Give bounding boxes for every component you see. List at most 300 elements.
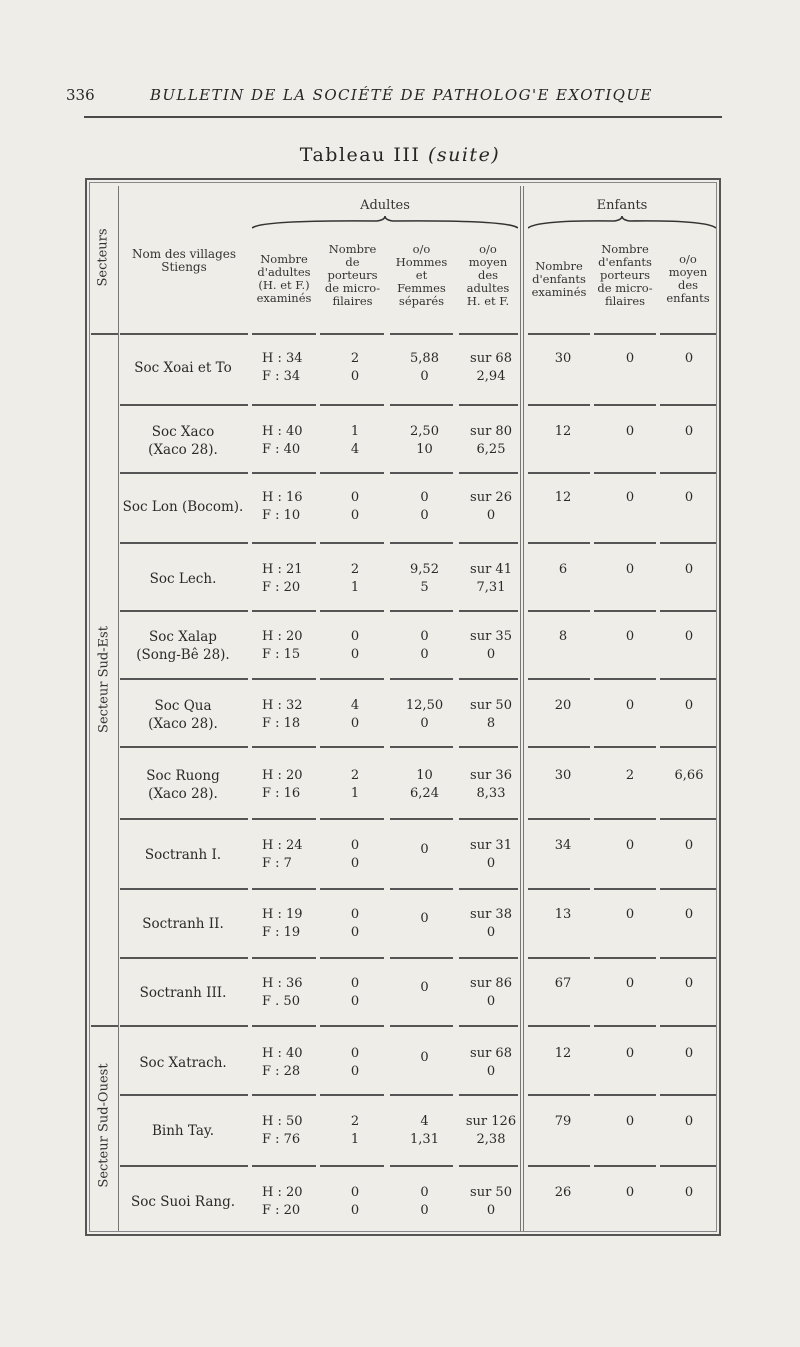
row-separator: [528, 746, 590, 748]
header-line: d'enfants: [532, 272, 586, 286]
child-carriers-value: 0: [625, 490, 635, 505]
row-separator: [528, 818, 590, 820]
adult-carriers-value: [318, 837, 392, 873]
header-line: de micro-: [324, 281, 381, 295]
row-separator: [120, 678, 248, 680]
adult-carriers-value-line: 2: [350, 351, 360, 366]
children-examined-value: 67: [554, 976, 572, 991]
adults-examined-value: [262, 906, 316, 942]
row-separator: [528, 472, 590, 474]
village-name: [118, 628, 248, 664]
row-separator: [120, 472, 248, 474]
children-examined-value: 30: [554, 768, 572, 783]
village-line: Soc Lech.: [149, 571, 217, 587]
row-separator: [120, 542, 248, 544]
child-carriers-value: 0: [625, 838, 635, 853]
women-count: F : 76: [262, 1132, 301, 1147]
row-separator: [120, 610, 248, 612]
row-separator: [120, 888, 248, 890]
child-carriers-value: 0: [625, 351, 635, 366]
row-separator: [594, 404, 656, 406]
pct-mean-value-line: sur 38: [470, 907, 512, 922]
row-separator: [459, 542, 518, 544]
adult-carriers-value: [318, 423, 392, 459]
header-line: enfants: [666, 291, 710, 305]
pct-mean-value-line: sur 36: [470, 768, 512, 783]
pct-separated-value-line: 0: [420, 911, 429, 926]
pct-separated-value-line: 10: [416, 442, 433, 457]
row-separator: [252, 333, 316, 335]
caption-label: Tableau III: [299, 144, 421, 166]
pct-separated-value-line: 0: [420, 629, 429, 644]
adult-carriers-value-line: 2: [350, 1114, 360, 1129]
adults-examined-value: [262, 837, 316, 873]
row-separator: [660, 957, 716, 959]
row-separator: [528, 1025, 590, 1027]
child-carriers-value: 0: [625, 629, 635, 644]
header-line: des: [677, 278, 699, 292]
village-name: [118, 984, 248, 1002]
header-line: H. et F.: [466, 294, 510, 308]
header-line: moyen: [668, 265, 708, 279]
children-examined-value: 79: [554, 1114, 572, 1129]
header-line: Nombre: [260, 252, 308, 266]
village-name: [118, 915, 248, 933]
row-separator: [459, 610, 518, 612]
adult-carriers-value: [318, 1184, 392, 1220]
row-separator: [390, 610, 453, 612]
row-separator: [660, 472, 716, 474]
row-separator: [594, 1165, 656, 1167]
pct-separated-value-line: 0: [420, 980, 429, 995]
men-count: H : 50: [262, 1114, 303, 1129]
adults-brace: [252, 216, 518, 230]
row-separator: [320, 818, 384, 820]
row-separator: [320, 746, 384, 748]
adult-carriers-value-line: 0: [350, 490, 360, 505]
village-name: [118, 498, 248, 516]
adult-carriers-value-line: 4: [350, 442, 360, 457]
child-carriers-value: 0: [625, 1046, 635, 1061]
adult-carriers-value-line: 1: [350, 580, 360, 595]
row-separator: [252, 610, 316, 612]
women-count: F : 34: [262, 369, 301, 384]
row-separator: [594, 1025, 656, 1027]
women-count: F . 50: [262, 994, 300, 1009]
pct-mean-value-line: sur 86: [470, 976, 512, 991]
village-name: [118, 1054, 248, 1072]
pct-separated-value-line: 9,52: [410, 562, 439, 577]
header-line: Nom des villages: [131, 247, 237, 261]
village-name: [118, 1122, 248, 1140]
row-separator: [594, 818, 656, 820]
village-line: Binh Tay.: [151, 1123, 215, 1139]
row-separator: [120, 746, 248, 748]
adult-carriers-value-line: 0: [350, 925, 360, 940]
adults-examined-value: [262, 489, 316, 525]
women-count: F : 28: [262, 1064, 301, 1079]
running-title: BULLETIN DE LA SOCIÉTÉ DE PATHOLOG'E EXOTIQUE: [150, 86, 653, 104]
village-line: Soc Xoai et To: [134, 360, 232, 376]
adult-carriers-value-line: 0: [350, 907, 360, 922]
pct-mean-value-line: 8,33: [476, 786, 506, 801]
table-caption: [0, 144, 800, 166]
sector-sud-est-label: Secteur Sud-Est: [96, 626, 112, 733]
adult-carriers-value: [318, 561, 392, 597]
row-separator: [390, 818, 453, 820]
sectors-header: Secteurs: [95, 228, 111, 287]
pct-mean-value-line: sur 35: [470, 629, 512, 644]
pct-mean-value-line: 0: [486, 925, 496, 940]
row-separator: [594, 610, 656, 612]
adult-carriers-value-line: 2: [350, 562, 360, 577]
header-line: Nombre: [328, 242, 377, 256]
adult-carriers-value-line: 0: [350, 369, 360, 384]
row-separator: [459, 888, 518, 890]
row-separator: [594, 542, 656, 544]
row-separator: [660, 1025, 716, 1027]
adult-carriers-value-line: 0: [350, 994, 360, 1009]
adult-carriers-value-line: 0: [350, 647, 360, 662]
pct-separated-value: [387, 979, 462, 997]
pct-separated-value-line: 2,50: [410, 424, 439, 439]
child-carriers-value: 0: [625, 698, 635, 713]
pct-separated-value-line: 0: [420, 716, 429, 731]
adults-examined-value: [262, 1184, 316, 1220]
adult-carriers-value-line: 0: [350, 716, 360, 731]
children-examined-value: 20: [554, 698, 572, 713]
adults-examined-value: [262, 423, 316, 459]
header-line: des: [477, 268, 499, 282]
header-line: séparés: [398, 294, 445, 308]
pct-mean-value-line: 8: [486, 716, 496, 731]
row-separator: [528, 404, 590, 406]
village-header: [118, 248, 250, 274]
pct-separated-value-line: 5: [420, 580, 429, 595]
header-line: (H. et F.): [258, 278, 310, 292]
village-line: (Xaco 28).: [148, 442, 218, 458]
pct-mean-value-line: sur 126: [465, 1114, 517, 1129]
pct-separated-value-line: 12,50: [405, 698, 444, 713]
adult-carriers-value-line: 0: [350, 629, 360, 644]
header-line: de: [345, 255, 360, 269]
pct-children-value: 6,66: [674, 768, 704, 783]
pct-mean-value: [456, 1113, 526, 1149]
child-carriers-value: 0: [625, 562, 635, 577]
pct-children-value: 0: [684, 1114, 694, 1129]
header-line: Hommes: [395, 255, 448, 269]
pct-separated-value-line: 6,24: [410, 786, 439, 801]
pct-mean-value: [456, 350, 526, 386]
children-examined-value: 30: [554, 351, 572, 366]
men-count: H : 21: [262, 562, 303, 577]
adults-examined-value: [262, 767, 316, 803]
pct-mean-value-line: sur 80: [470, 424, 512, 439]
header-line: d'enfants: [598, 255, 652, 269]
row-separator: [252, 678, 316, 680]
adults-examined-value: [262, 350, 316, 386]
row-separator: [320, 678, 384, 680]
children-examined-value: 6: [558, 562, 568, 577]
row-separator: [120, 1025, 248, 1027]
women-count: F : 16: [262, 786, 301, 801]
child-carriers-value: 2: [625, 768, 635, 783]
row-separator: [660, 746, 716, 748]
row-separator: [320, 472, 384, 474]
header-line: Nombre: [601, 242, 649, 256]
row-separator: [528, 542, 590, 544]
pct-mean-value-line: sur 26: [470, 490, 512, 505]
pct-mean-value-line: sur 31: [470, 838, 512, 853]
village-line: Soctranh II.: [142, 916, 224, 932]
village-name: [118, 570, 248, 588]
adults-examined-value: [262, 628, 316, 664]
children-examined-value: 12: [554, 1046, 572, 1061]
pct-separated-value-line: 4: [420, 1114, 429, 1129]
child-carriers-value: 0: [625, 1114, 635, 1129]
pct-mean-value-line: 7,31: [476, 580, 506, 595]
men-count: H : 20: [262, 629, 303, 644]
pct-mean-value-line: 6,25: [476, 442, 506, 457]
pct-mean-value: [456, 423, 526, 459]
pct-separated-value-line: 0: [420, 1203, 429, 1218]
header-line: adultes: [466, 281, 510, 295]
village-line: Soc Qua: [154, 698, 212, 714]
pct-mean-value-line: 0: [486, 647, 496, 662]
pct-separated-value: [387, 628, 462, 664]
child-carriers-value: 0: [625, 907, 635, 922]
pct-separated-value-line: 0: [420, 1185, 429, 1200]
adults-examined-value: [262, 697, 316, 733]
men-count: H : 32: [262, 698, 303, 713]
pct-mean-value: [456, 561, 526, 597]
village-line: (Xaco 28).: [148, 786, 218, 802]
row-separator: [594, 888, 656, 890]
pct-separated-value-line: 0: [420, 647, 429, 662]
adult-carriers-value-line: 0: [350, 1046, 360, 1061]
row-separator: [594, 1094, 656, 1096]
row-separator: [390, 404, 453, 406]
row-separator: [528, 678, 590, 680]
pct-mean-value-line: 2,38: [476, 1132, 506, 1147]
men-count: H : 20: [262, 1185, 303, 1200]
adult-carriers-value-line: 0: [350, 1185, 360, 1200]
row-separator: [252, 404, 316, 406]
pct-children-header: [658, 253, 718, 305]
row-separator: [252, 888, 316, 890]
adult-carriers-value-line: 0: [350, 508, 360, 523]
village-name: [118, 697, 248, 733]
adult-carriers-value-line: 0: [350, 976, 360, 991]
adult-carriers-value: [318, 906, 392, 942]
pct-separated-value-line: 0: [420, 369, 429, 384]
village-name: [118, 1193, 248, 1211]
pct-separated-value: [387, 423, 462, 459]
row-separator: [252, 1025, 316, 1027]
header-line: de micro-: [597, 281, 653, 295]
pct-mean-header: [456, 243, 520, 308]
sector-separator: [91, 1025, 118, 1027]
row-separator: [252, 1165, 316, 1167]
row-separator: [120, 957, 248, 959]
village-line: Soc Xatrach.: [139, 1055, 227, 1071]
row-separator: [528, 957, 590, 959]
row-separator: [390, 1025, 453, 1027]
adults-examined-value: [262, 561, 316, 597]
children-examined-value: 12: [554, 490, 572, 505]
page-header: [66, 86, 721, 110]
row-separator: [459, 1165, 518, 1167]
row-separator: [320, 888, 384, 890]
adult-carriers-value: [318, 975, 392, 1011]
children-examined-value: 26: [554, 1185, 572, 1200]
pct-children-value: 0: [684, 490, 694, 505]
pct-children-value: 0: [684, 424, 694, 439]
pct-separated-value: [387, 1049, 462, 1067]
adults-examined-value: [262, 1113, 316, 1149]
adult-carriers-value: [318, 697, 392, 733]
pct-separated-value: [387, 489, 462, 525]
adult-carriers-value-line: 4: [350, 698, 360, 713]
row-separator: [120, 1165, 248, 1167]
children-group-label: Enfants: [596, 198, 648, 213]
row-separator: [390, 542, 453, 544]
pct-separated-value: [387, 561, 462, 597]
pct-mean-value: [456, 628, 526, 664]
adult-carriers-value-line: 1: [350, 786, 360, 801]
row-separator: [252, 542, 316, 544]
header-line: filaires: [604, 294, 646, 308]
adult-carriers-value-line: 0: [350, 856, 360, 871]
women-count: F : 19: [262, 925, 301, 940]
village-name: [118, 359, 248, 377]
header-line: filaires: [332, 294, 373, 308]
children-examined-value: 8: [558, 629, 568, 644]
pct-children-value: 0: [684, 351, 694, 366]
row-separator: [252, 746, 316, 748]
village-name: [118, 846, 248, 864]
row-separator: [459, 678, 518, 680]
adult-carriers-value-line: 0: [350, 838, 360, 853]
pct-mean-value: [456, 697, 526, 733]
pct-children-value: 0: [684, 698, 694, 713]
header-line: o/o: [679, 252, 697, 266]
adult-carriers-value: [318, 628, 392, 664]
row-separator: [320, 542, 384, 544]
row-separator: [320, 1094, 384, 1096]
header-line: porteurs: [327, 268, 378, 282]
child-carriers-value: 0: [625, 1185, 635, 1200]
pct-separated-value-line: 0: [420, 842, 429, 857]
row-separator: [594, 472, 656, 474]
header-rule: [84, 116, 722, 118]
pct-mean-value-line: sur 50: [470, 698, 512, 713]
adult-carriers-value-line: 1: [350, 1132, 360, 1147]
adult-carriers-value: [318, 1113, 392, 1149]
pct-separated-value-line: 0: [420, 1050, 429, 1065]
row-separator: [459, 404, 518, 406]
village-name: [118, 767, 248, 803]
row-separator: [252, 472, 316, 474]
row-separator: [660, 610, 716, 612]
row-separator: [528, 610, 590, 612]
row-separator: [390, 1165, 453, 1167]
sector-sud-ouest-label: Secteur Sud-Ouest: [96, 1063, 112, 1188]
village-line: Soctranh I.: [144, 847, 222, 863]
men-count: H : 40: [262, 1046, 303, 1061]
pct-mean-value-line: 2,94: [476, 369, 506, 384]
adult-carriers-value-line: 0: [350, 1203, 360, 1218]
header-line: examinés: [256, 291, 312, 305]
row-separator: [660, 818, 716, 820]
pct-separated-value-line: 10: [416, 768, 433, 783]
adult-carriers-value-line: 1: [350, 424, 360, 439]
header-line: moyen: [468, 255, 508, 269]
row-separator: [252, 957, 316, 959]
child-carriers-value: 0: [625, 424, 635, 439]
pct-mean-value-line: 0: [486, 856, 496, 871]
header-line: Stiengs: [161, 260, 207, 274]
caption-suffix: (suite): [427, 144, 501, 166]
pct-children-value: 0: [684, 1185, 694, 1200]
row-separator: [252, 1094, 316, 1096]
pct-mean-value-line: 0: [486, 1203, 496, 1218]
village-line: Soc Xalap: [149, 629, 217, 645]
header-line: o/o: [412, 242, 431, 256]
row-separator: [390, 957, 453, 959]
pct-separated-value-line: 1,31: [410, 1132, 439, 1147]
village-line: Soc Xaco: [151, 424, 215, 440]
pct-children-value: 0: [684, 907, 694, 922]
pct-children-value: 0: [684, 562, 694, 577]
pct-mean-value-line: sur 50: [470, 1185, 512, 1200]
child-carriers-value: 0: [625, 976, 635, 991]
row-separator: [120, 818, 248, 820]
village-name: [118, 423, 248, 459]
men-count: H : 19: [262, 907, 303, 922]
header-line: porteurs: [599, 268, 650, 282]
pct-mean-value: [456, 906, 526, 942]
village-line: (Song-Bê 28).: [136, 647, 230, 663]
pct-mean-value-line: sur 41: [470, 562, 512, 577]
men-count: H : 20: [262, 768, 303, 783]
row-separator: [528, 888, 590, 890]
women-count: F : 20: [262, 580, 301, 595]
adult-carriers-value: [318, 350, 392, 386]
header-line: Nombre: [535, 259, 583, 273]
pct-separated-value-line: 5,88: [410, 351, 439, 366]
village-line: Soctranh III.: [139, 985, 227, 1001]
pct-separated-value: [387, 1184, 462, 1220]
row-separator: [594, 678, 656, 680]
pct-separated-value: [387, 1113, 462, 1149]
row-separator: [320, 1165, 384, 1167]
row-separator: [660, 888, 716, 890]
children-examined-value: 13: [554, 907, 572, 922]
pct-children-value: 0: [684, 629, 694, 644]
pct-mean-value: [456, 837, 526, 873]
pct-separated-value: [387, 767, 462, 803]
row-separator: [390, 746, 453, 748]
row-separator: [660, 333, 716, 335]
header-line: examinés: [531, 285, 587, 299]
pct-separated-value-line: 0: [420, 508, 429, 523]
children-examined-value: 34: [554, 838, 572, 853]
pct-mean-value: [456, 489, 526, 525]
pct-children-value: 0: [684, 976, 694, 991]
adults-examined-header: [252, 253, 316, 305]
row-separator: [320, 1025, 384, 1027]
